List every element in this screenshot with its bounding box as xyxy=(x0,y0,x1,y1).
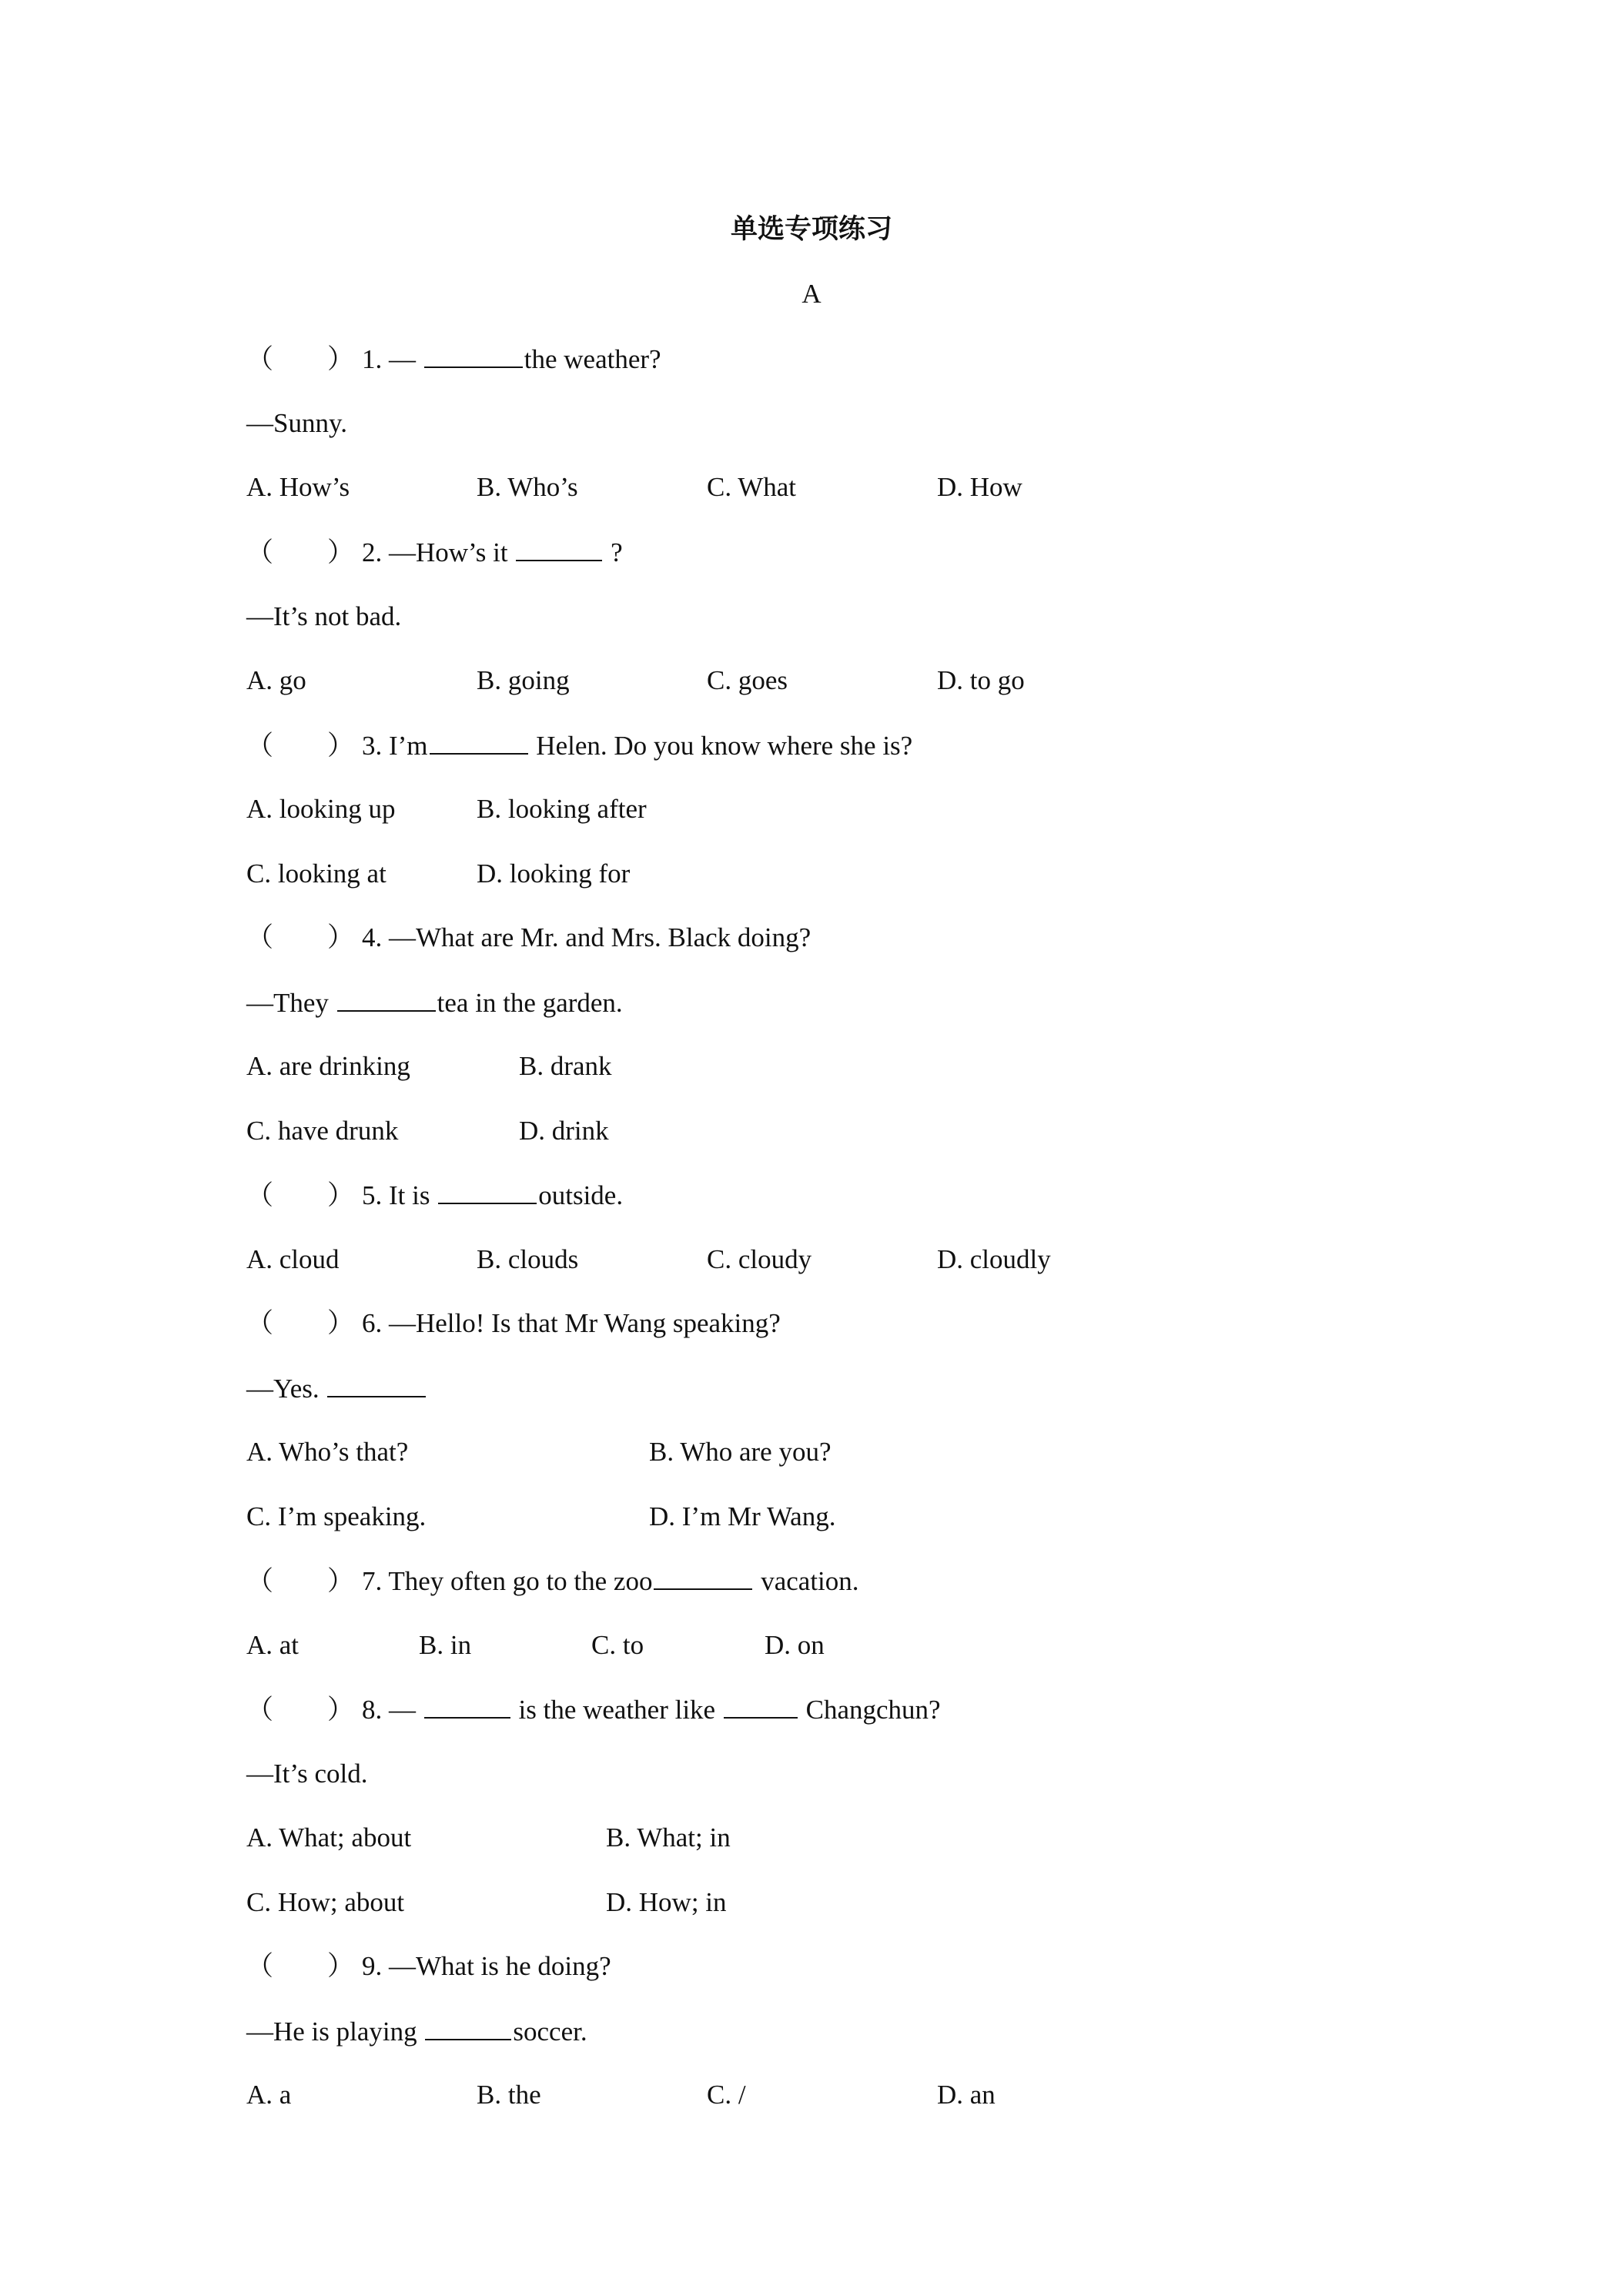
q4-option-b: B. drank xyxy=(519,1051,612,1081)
q7-option-a: A. at xyxy=(246,1630,300,1660)
question-7: （ ） 7. They often go to the zoo vacation. xyxy=(246,1561,859,1601)
answer-bracket[interactable]: （ ） xyxy=(246,344,355,374)
q8-option-b: B. What; in xyxy=(606,1822,731,1853)
q4-option-d: D. drink xyxy=(519,1116,609,1146)
fill-blank xyxy=(430,725,528,755)
q2-option-a: A. go xyxy=(246,665,306,695)
question-2-answer: —It’s not bad. xyxy=(246,601,402,631)
q9-option-a: A. a xyxy=(246,2080,292,2110)
q1-option-a: A. How’s xyxy=(246,472,350,502)
answer-bracket[interactable]: （ ） xyxy=(246,1566,355,1596)
question-1: （ ） 1. — the weather? xyxy=(246,339,661,379)
q6-option-b: B. Who are you? xyxy=(649,1437,832,1467)
fill-blank xyxy=(425,2011,511,2040)
fill-blank xyxy=(337,982,436,1012)
question-3: （ ） 3. I’m Helen. Do you know where she is? xyxy=(246,725,912,765)
q3-option-c: C. looking at xyxy=(246,858,387,889)
q5-option-b: B. clouds xyxy=(477,1244,579,1274)
q3-option-b: B. looking after xyxy=(477,794,647,824)
answer-bracket[interactable]: （ ） xyxy=(246,922,355,952)
question-6: （ ） 6. —Hello! Is that Mr Wang speaking? xyxy=(246,1304,781,1344)
q1-option-c: C. What xyxy=(707,472,797,502)
answer-bracket[interactable]: （ ） xyxy=(246,1180,355,1210)
question-4-answer: —They tea in the garden. xyxy=(246,982,623,1022)
q7-option-b: B. in xyxy=(419,1630,472,1660)
q9-option-b: B. the xyxy=(477,2080,541,2110)
question-9: （ ） 9. —What is he doing? xyxy=(246,1946,611,1986)
q3-option-d: D. looking for xyxy=(477,858,631,889)
question-5: （ ） 5. It is outside. xyxy=(246,1175,623,1215)
answer-bracket[interactable]: （ ） xyxy=(246,1695,355,1725)
answer-bracket[interactable]: （ ） xyxy=(246,731,355,761)
q6-option-c: C. I’m speaking. xyxy=(246,1501,427,1531)
q6-option-d: D. I’m Mr Wang. xyxy=(649,1501,836,1531)
fill-blank xyxy=(327,1368,426,1397)
q4-option-a: A. are drinking xyxy=(246,1051,410,1081)
section-label: A xyxy=(801,279,822,309)
fill-blank xyxy=(424,339,523,368)
question-8-answer: —It’s cold. xyxy=(246,1759,368,1789)
q8-option-a: A. What; about xyxy=(246,1822,412,1853)
q2-option-b: B. going xyxy=(477,665,570,695)
q7-option-d: D. on xyxy=(765,1630,825,1660)
q9-option-c: C. / xyxy=(707,2080,746,2110)
question-1-answer: —Sunny. xyxy=(246,408,347,438)
fill-blank xyxy=(516,532,602,561)
q7-option-c: C. to xyxy=(591,1630,644,1660)
answer-bracket[interactable]: （ ） xyxy=(246,537,355,567)
question-4: （ ） 4. —What are Mr. and Mrs. Black doing? xyxy=(246,918,811,958)
question-9-answer: —He is playing soccer. xyxy=(246,2011,587,2051)
q3-option-a: A. looking up xyxy=(246,794,396,824)
fill-blank xyxy=(424,1689,510,1719)
q9-option-d: D. an xyxy=(937,2080,996,2110)
question-2: （ ） 2. —How’s it ? xyxy=(246,532,623,572)
question-6-answer: —Yes. xyxy=(246,1368,427,1408)
q8-option-d: D. How; in xyxy=(606,1887,727,1917)
q8-option-c: C. How; about xyxy=(246,1887,405,1917)
q6-option-a: A. Who’s that? xyxy=(246,1437,409,1467)
q1-option-b: B. Who’s xyxy=(477,472,578,502)
answer-bracket[interactable]: （ ） xyxy=(246,1308,355,1338)
q5-option-d: D. cloudly xyxy=(937,1244,1051,1274)
q4-option-c: C. have drunk xyxy=(246,1116,399,1146)
q2-option-c: C. goes xyxy=(707,665,788,695)
page-title: 单选专项练习 xyxy=(730,214,892,245)
fill-blank xyxy=(654,1561,752,1590)
fill-blank xyxy=(438,1175,537,1204)
fill-blank xyxy=(724,1689,798,1719)
q2-option-d: D. to go xyxy=(937,665,1025,695)
q1-option-d: D. How xyxy=(937,472,1022,502)
q5-option-a: A. cloud xyxy=(246,1244,340,1274)
q5-option-c: C. cloudy xyxy=(707,1244,812,1274)
answer-bracket[interactable]: （ ） xyxy=(246,1951,355,1981)
question-8: （ ） 8. — is the weather like Changchun? xyxy=(246,1689,941,1729)
